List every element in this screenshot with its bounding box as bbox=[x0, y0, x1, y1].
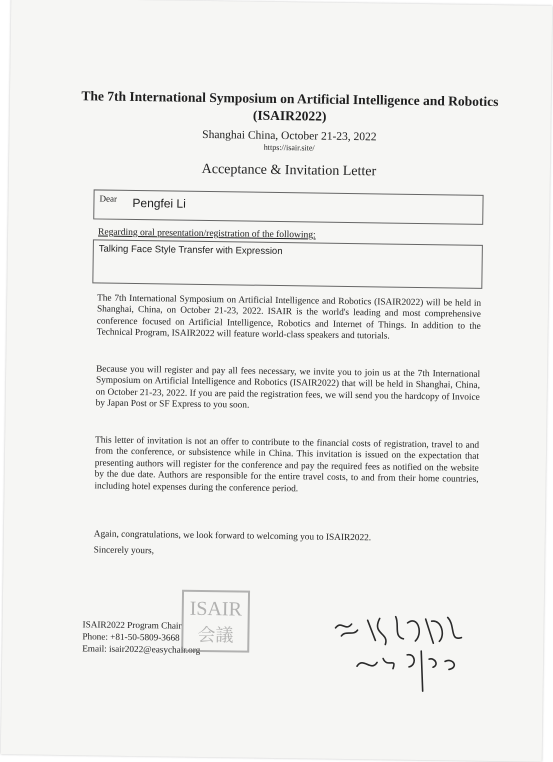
recipient-box bbox=[93, 189, 483, 224]
symposium-title: The 7th International Symposium on Artificial Intelligence and Robotics (ISAIR2022) bbox=[81, 88, 499, 124]
paragraph-intro: The 7th International Symposium on Artificial Intelligence and Robotics (ISAIR2022) will be held in Shanghai, China, on October 21-23, 2022. ISAIR is the world's leading and most comprehensive conference focused on Artificial Intelligence, Robotics and Internet of Things. In addition to the Technical Program, ISAIR2022 will feature world-class speakers and tutorials. bbox=[96, 293, 482, 342]
closing-salutation: Sincerely yours, bbox=[93, 545, 155, 557]
registration-label: Regarding oral presentation/registration of the following: bbox=[97, 227, 316, 241]
recipient-name: Pengfei Li bbox=[132, 195, 186, 211]
chair-title: ISAIR2022 Program Chair bbox=[82, 619, 182, 631]
paragraph-disclaimer: This letter of invitation is not an offer to contribute to the financial costs of registration, travel to and from the conference, or subsistence while in China. This invitation is issued on the expectation that presenting authors will register for the conference and pay the required fees as notified on the website by the due date. Authors are responsible for the entire travel costs, to and from their home countries, including hotel expenses during the conference period. bbox=[94, 435, 480, 494]
letter-page bbox=[1, 0, 553, 762]
paper-title-box bbox=[92, 239, 483, 288]
paper-title: Talking Face Style Transfer with Expression bbox=[98, 243, 283, 258]
website-url: https://isair.site/ bbox=[263, 142, 315, 153]
handwritten-signature bbox=[327, 606, 478, 698]
dear-label: Dear bbox=[99, 193, 118, 204]
stamp-text-bottom: 会議 bbox=[197, 624, 234, 647]
isair-stamp bbox=[180, 589, 251, 654]
letter-heading: Acceptance & Invitation Letter bbox=[201, 161, 377, 180]
stamp-text-top: ISAIR bbox=[189, 597, 243, 621]
chair-phone: Phone: +81-50-5809-3668 bbox=[82, 631, 180, 643]
chair-email: Email: isair2022@easychair.org bbox=[82, 643, 201, 655]
paragraph-invitation: Because you will register and pay all fees necessary, we invite you to join us at the 7th International Symposium on Artificial Intelligence and Robotics (ISAIR2022) that will be held in Shanghai, China, on October 21-23, 2022. If you are paid the registration fees, we will send you the hardcopy of Invoice by Japan Post or SF Express to you soon. bbox=[95, 364, 481, 411]
paragraph-congratulations: Again, congratulations, we look forward to welcoming you to ISAIR2022. bbox=[93, 529, 372, 544]
location-date: Shanghai China, October 21-23, 2022 bbox=[202, 128, 377, 144]
